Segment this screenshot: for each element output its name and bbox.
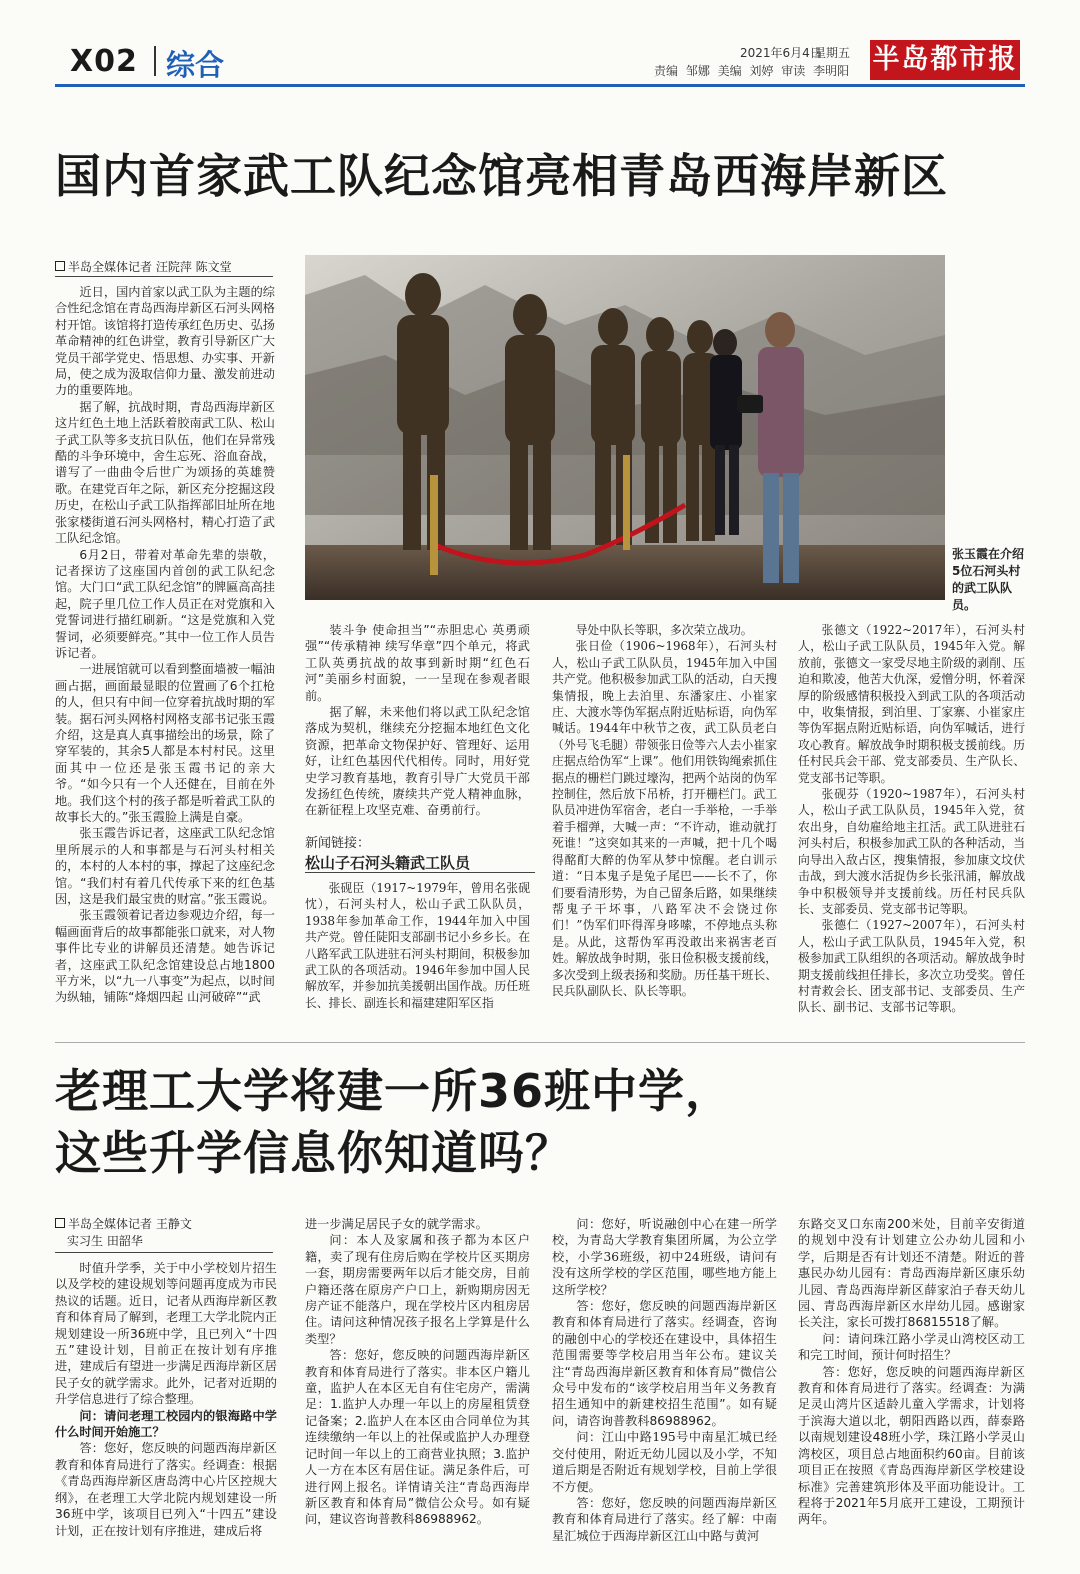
article2-intro: 时值升学季，关于中小学校划片招生以及学校的建设规划等问题再度成为市民热议的话题。近日，记者从西海岸新区教育和体育局了解到，老理工大学北院内正规划建设一所36班中学，且已列入“十四五”建设计划，目前正在按计划有序推进，建成后有望进一步满足西海岸新区居民子女的就学需求。此外，记者对近期的升学信息进行了综合整理。: [55, 1261, 277, 1407]
header-rule: [55, 84, 1025, 87]
article1-column-3: [552, 622, 777, 1040]
article2-answer-2: 答：您好，您反映的问题西海岸新区教育和体育局进行了落实。非本区户籍儿童，监护人在本区无自有住宅房产，需满足：1.监护人办理一年以上的房屋租赁登记备案；2.监护人在本区由合同单位为其连续缴纳一年以上的社保或监护人办理登记时间一年以上的工商营业执照；3.监护人一方在本区有居住证。满足条件后，可进行网上报名。详情请关注“青岛西海岸新区教育和体育局”微信公众号。如有疑问，建议咨询普教科86988962。: [305, 1348, 530, 1527]
article2-byline-reporter: 半岛全媒体记者 王静文: [68, 1217, 192, 1231]
issue-weekday: 星期五: [814, 46, 851, 60]
article-divider: [55, 1042, 1025, 1043]
article2-column-4: [798, 1216, 1025, 1561]
byline-marker-icon: [55, 261, 65, 271]
article2-answer-5: 答：您好，您反映的问题西海岸新区教育和体育局进行了落实。经调查：为满足灵山湾片区适龄儿童入学需求，计划将于滨海大道以北，朝阳西路以西，薛泰路以南规划建设48班小学，珠江路小学灵山湾校区，项目总占地面积约60亩。目前该项目正在按照《青岛西海岸新区学校建设标准》完善建筑形体及平面功能设计。工程将于2021年5月底开工建设，工期预计两年。: [798, 1364, 1025, 1527]
article2-headline-line1: 老理工大学将建一所36班中学，: [55, 1064, 733, 1118]
article2-col4-lead: 东路交叉口东南200米处，目前辛安街道的规划中没有计划建立公办幼儿园和小学，后期是否有计划还不清楚。附近的普惠民办幼儿园有：青岛西海岸新区康乐幼儿园、青岛西海岸新区薛家泊子春天幼儿园、青岛西海岸新区水岸幼儿园。感谢家长关注，家长可拨打86815518了解。: [798, 1217, 1025, 1330]
paragraph: 张砚芬（1920~1987年），石河头村人，松山子武工队队员，1945年入党，贫农出身，自幼雇给地主扛活。武工队进驻石河头村后，积极参加武工队的各种活动，当向导出入敌占区，搜集情报，参加康文坟伏击战，到大渡水活捉伪乡长张汛浦，解放战争中积极领导并支援前线。历任村民兵队长、支部委员、党支部书记等职。: [798, 787, 1025, 916]
paragraph: 导处中队长等职，多次荣立战功。: [575, 623, 753, 637]
article1-column-2b: [305, 880, 530, 1040]
article1-column-1: [55, 284, 275, 1039]
article1-column-4: [798, 622, 1025, 1040]
article2-answer-3: 答：您好，您反映的问题西海岸新区教育和体育局进行了落实。经调查，咨询的融创中心的学校还在建设中，具体招生范围需要等学校启用当年公布。建议关注“青岛西海岸新区教育和体育局”微信公众号中发布的“该学校启用当年义务教育招生通知中的新建校招生范围”。如有疑问，请咨询普教科86988962。: [552, 1299, 777, 1428]
paragraph: 据了解，未来他们将以武工队纪念馆落成为契机，继续充分挖掘本地红色文化资源，把革命文物保护好、管理好、运用好，让红色基因代代相传。同时，用好党史学习教育基地，教育引导广大党员干部发扬红色传统，赓续共产党人精神血脉，在新征程上攻坚克难、奋勇前行。: [305, 705, 530, 818]
museum-photo-image: [305, 255, 945, 600]
article2-byline-intern: 实习生 田韶华: [67, 1234, 143, 1248]
byline-marker-icon: [55, 1218, 65, 1228]
article2-column-2: [305, 1216, 530, 1561]
article2-question-1: 问：请问老理工校园内的银海路中学什么时间开始施工？: [55, 1408, 277, 1440]
paragraph: 装斗争 使命担当”“赤胆忠心 英勇顽强”“传承精神 续写华章”四个单元，将武工队英勇抗战的故事到新时期“红色石河”美丽乡村面貌，一一呈现在参观者眼前。: [305, 623, 530, 703]
paragraph: 一进展馆就可以看到整面墙被一幅油画占据，画面最显眼的位置画了6个扛枪的人，但只有中间一位穿着抗战时期的军装。据石河头网格村网格支部书记张玉霞介绍，这是真人真事描绘出的场景，除了穿军装的，其余5人都是本村村民。这里面其中一位还是张玉霞书记的亲大爷。“如今只有一个人还健在，目前在外地。我们这个村的孩子都是听着武工队的故事长大的。”张玉霞脸上满是自豪。: [55, 662, 275, 824]
news-link-rule: [305, 872, 535, 873]
paragraph: 据了解，抗战时期，青岛西海岸新区这片红色土地上活跃着胶南武工队、松山子武工队等多支抗日队伍，他们在异常残酷的斗争环境中，舍生忘死、浴血奋战，谱写了一曲曲令后世广为颂扬的英雄赞歌。在建党百年之际，新区充分挖掘这段历史，在松山子武工队指挥部旧址所在地张家楼街道石河头网格村，精心打造了武工队纪念馆。: [55, 399, 275, 546]
section-label: 综合: [166, 48, 225, 82]
paragraph: 张德仁（1927~2007年），石河头村人，松山子武工队队员，1945年入党，积极参加武工队组织的各项活动。解放战争时期支援前线担任排长，多次立功受奖。曾任村青救会长、团支部书记、支部委员、生产队长、副书记、支部书记等职。: [798, 918, 1025, 1015]
header-divider: [154, 46, 156, 76]
paragraph: 张砚臣（1917~1979年，曾用名张砚忱），石河头村人，松山子武工队队员，1938年参加革命工作，1944年加入中国共产党。曾任陡阳支部副书记小乡乡长。在八路军武工队进驻石河头村期间，积极参加武工队的各项活动。1946年参加中国人民解放军，并参加抗美援朝出国作战。历任班长、排长、副连长和福建建阳军区指: [305, 881, 530, 1010]
page-number: X02: [70, 44, 138, 79]
article2-col2-lead: 进一步满足居民子女的就学需求。: [305, 1217, 488, 1231]
paragraph: 张玉霞领着记者边参观边介绍，每一幅画面背后的故事都能张口就来，对人物事件比专业的讲解员还清楚。她告诉记者，这座武工队纪念馆建设总占地1800平方米，以“九一八事变”为起点，以时间为纵轴，铺陈“烽烟四起 山河破碎”“武: [55, 908, 275, 1005]
news-link-title: 松山子石河头籍武工队员: [305, 854, 471, 872]
article2-byline: [55, 1216, 192, 1250]
article2-question-4: 问：江山中路195号中南星汇城已经交付使用，附近无幼儿园以及小学，不知道后期是否附近有规划学校，目前上学很不方便。: [552, 1430, 777, 1494]
article1-headline: 国内首家武工队纪念馆亮相青岛西海岸新区: [55, 149, 948, 203]
article1-byline-text: 半岛全媒体记者 汪院萍 陈文堂: [68, 260, 232, 274]
museum-photo: [305, 255, 945, 600]
article2-column-1: [55, 1260, 277, 1560]
byline-rule: [55, 276, 273, 277]
paragraph: 6月2日，带着对革命先辈的崇敬，记者探访了这座国内首创的武工队纪念馆。大门口“武工队纪念馆”的牌匾高高挂起，院子里几位工作人员正在对党旗和入党誓词进行描红刷新。“这是党旗和入党誓词，必须要鲜亮。”其中一位工作人员告诉记者。: [55, 547, 275, 660]
article1-column-2: [305, 622, 530, 822]
paragraph: 张德文（1922~2017年），石河头村人，松山子武工队队员，1945年入党。解放前，张德文一家受尽地主阶级的剥削、压迫和欺凌，他苦大仇深，爱憎分明，怀着深厚的阶级感情积极投入到武工队的各项活动中，收集情报，到泊里、丁家寨、小崔家庄等伪军据点附近贴标语，向伪军喊话，进行攻心教育。解放战争时期积极支援前线。历任村民兵会干部、党支部委员、生产队长、党支部书记等职。: [798, 623, 1025, 785]
paragraph: 张日俭（1906~1968年），石河头村人，松山子武工队队员，1945年加入中国共产党。他积极参加武工队的活动，白天搜集情报，晚上去泊里、东潘家庄、小崔家庄、大渡水等伪军据点附近贴标语，向伪军喊话。1944年中秋节之夜，武工队员老白（外号飞毛腿）带领张日俭等六人去小崔家庄据点给伪军“上课”。他们用铁钩绳索抓住据点的栅栏门跳过壕沟，把两个站岗的伪军控制住，然后放下吊桥，打开栅栏门。武工队员冲进伪军宿舍，老白一手举枪，一手举着手榴弹，大喊一声：“不许动，谁动就打死谁！”这突如其来的一声喊，把十几个喝得酩酊大醉的伪军从梦中惊醒。老白训示道：“日本鬼子是兔子尾巴——长不了，你们要看清形势，为自己留条后路，如果继续帮鬼子干坏事，八路军决不会饶过你们！”伪军们吓得浑身哆嗦，不停地点头称是。从此，这帮伪军再没敢出来祸害老百姓。解放战争时期，张日俭积极支援前线，多次受到上级表扬和奖励。历任基干班长、民兵队副队长、队长等职。: [552, 639, 777, 998]
article2-column-3: [552, 1216, 777, 1561]
news-link-kicker: 新闻链接：: [305, 836, 371, 851]
article2-question-3: 问：您好，听说融创中心在建一所学校，为青岛大学教育集团所属，为公立学校，小学36班级，初中24班级，请问有没有这所学校的学区范围，哪些地方能上这所学校？: [552, 1217, 777, 1297]
editor-credits: 责编 邹娜 美编 刘婷 审读 李明阳: [654, 64, 850, 78]
article2-headline: [55, 1060, 1035, 1184]
paragraph: 张玉霞告诉记者，这座武工队纪念馆里所展示的人和事都是与石河头村相关的，本村的人本村的事，撑起了这座纪念馆。“我们村有着几代传承下来的红色基因，这是我们最宝贵的财富。”张玉霞说。: [55, 826, 275, 907]
photo-caption: 张玉霞在介绍5位石河头村的武工队队员。: [952, 547, 1025, 612]
article2-answer-1: 答：您好，您反映的问题西海岸新区教育和体育局进行了落实。经调查：根据《青岛西海岸新区唐岛湾中心片区控规大纲》，在老理工大学北院内规划建设一所36班中学，该项目已列入“十四五”建设计划，正在按计划有序推进，建成后将: [55, 1441, 277, 1538]
article2-headline-line2: 这些升学信息你知道吗？: [55, 1126, 572, 1180]
article2-question-5: 问：请问珠江路小学灵山湾校区动工和完工时间，预计何时招生？: [798, 1331, 1025, 1363]
byline-rule: [55, 1252, 273, 1253]
article1-byline: [55, 258, 232, 275]
article2-question-2: 问：本人及家属和孩子都为本区户籍，卖了现有住房后购在学校片区买期房一套，期房需要两年以后才能交房，目前户籍还落在原房产户口上，新购期房因无房产证不能落户，现在学校片区内租房居住。请问这种情况孩子报名上学算是什么类型？: [305, 1233, 530, 1346]
paragraph: 近日，国内首家以武工队为主题的综合性纪念馆在青岛西海岸新区石河头网格村开馆。该馆将打造传承红色历史、弘扬革命精神的红色讲堂，教育引导新区广大党员干部学党史、悟思想、办实事、开新局，使之成为汲取信仰力量、激发前进动力的重要阵地。: [55, 285, 275, 398]
issue-date: 2021年6月4日: [740, 46, 822, 60]
newspaper-masthead: 半岛都市报: [870, 40, 1020, 80]
article2-answer-4: 答：您好，您反映的问题西海岸新区教育和体育局进行了落实。经了解：中南星汇城位于西海岸新区江山中路与黄河: [552, 1495, 777, 1543]
